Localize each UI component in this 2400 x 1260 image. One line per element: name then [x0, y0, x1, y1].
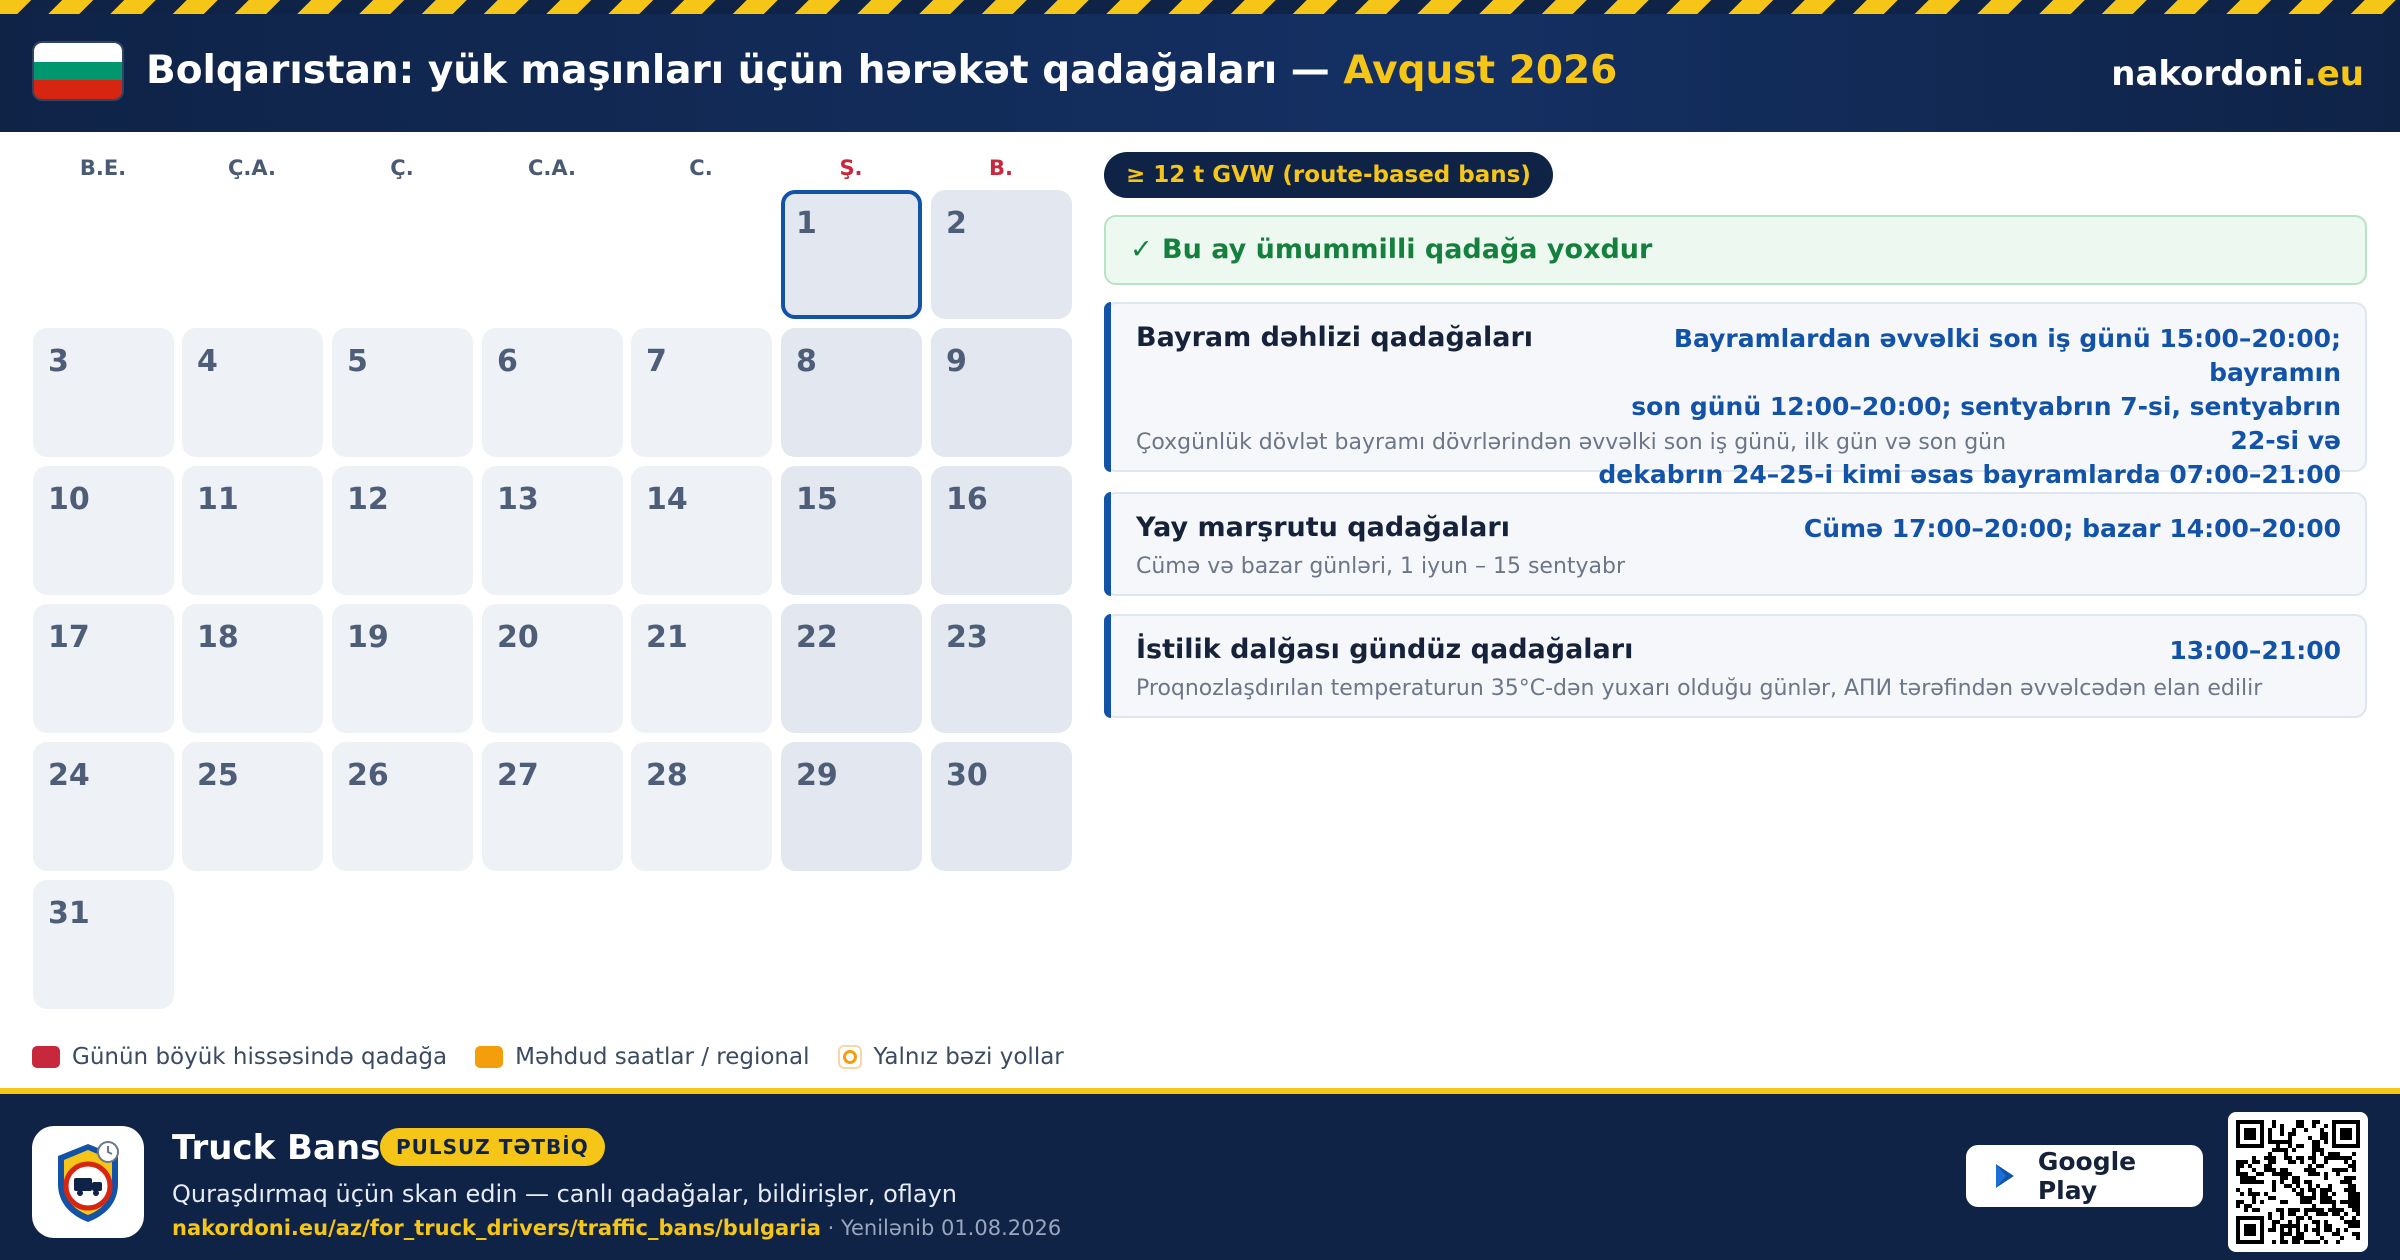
app-name: Truck Bans: [172, 1128, 381, 1168]
calendar-day-number: 31: [48, 896, 90, 931]
weekday-sat: Ş.: [839, 156, 863, 180]
calendar-day[interactable]: [781, 328, 922, 457]
app-link-line: [172, 1216, 1061, 1240]
calendar-day[interactable]: [931, 190, 1072, 319]
calendar-day-number: 13: [497, 482, 539, 517]
calendar-day-number: 5: [347, 344, 368, 379]
calendar-day[interactable]: [931, 466, 1072, 595]
brand-tld: .eu: [2303, 54, 2364, 94]
calendar-day[interactable]: [182, 466, 323, 595]
calendar-day-number: 2: [946, 206, 967, 241]
ban-card-hours: 13:00–21:00: [2169, 636, 2341, 665]
updated-date: · Yenilənib 01.08.2026: [820, 1216, 1062, 1240]
ban-card-heatwave: [1104, 614, 2367, 718]
calendar-day-number: 28: [646, 758, 688, 793]
legend-label: Yalnız bəzi yollar: [873, 1044, 1064, 1070]
calendar-day-number: 20: [497, 620, 539, 655]
calendar-day[interactable]: [33, 604, 174, 733]
truck-bans-app-icon[interactable]: [32, 1126, 144, 1238]
calendar-day-number: 29: [796, 758, 838, 793]
calendar-day[interactable]: [631, 742, 772, 871]
calendar-day[interactable]: [631, 604, 772, 733]
free-app-badge: PULSUZ TƏTBİQ: [380, 1128, 605, 1166]
calendar-day[interactable]: [332, 466, 473, 595]
calendar-day[interactable]: [781, 604, 922, 733]
calendar-day-number: 1: [796, 206, 817, 241]
calendar-day-number: 25: [197, 758, 239, 793]
calendar-day[interactable]: [332, 604, 473, 733]
calendar-day-number: 24: [48, 758, 90, 793]
ban-card-hours-line: son günü 12:00–20:00; sentyabrın 7-si, sentyabrın 22-si və: [1631, 392, 2341, 455]
ban-card-hours: [1581, 322, 2341, 492]
calendar-day-number: 14: [646, 482, 688, 517]
calendar-day-number: 8: [796, 344, 817, 379]
calendar-day[interactable]: [781, 466, 922, 595]
google-play-button[interactable]: [1966, 1145, 2203, 1207]
calendar-day-number: 11: [197, 482, 239, 517]
calendar-day-number: 10: [48, 482, 90, 517]
legend-item-limited: [475, 1044, 809, 1070]
calendar-day[interactable]: [781, 742, 922, 871]
app-url-link[interactable]: nakordoni.eu/az/for_truck_drivers/traffic_bans/bulgaria: [172, 1216, 821, 1240]
nationwide-status-banner: ✓ Bu ay ümummilli qadağa yoxdur: [1104, 215, 2367, 285]
bulgaria-flag-icon: [34, 43, 122, 99]
legend-swatch-orange: [475, 1046, 503, 1068]
ban-card-description: Proqnozlaşdırılan temperaturun 35°C-dən yuxarı olduğu günlər, АПИ tərəfindən əvvəlcədən elan edilir: [1136, 676, 2263, 701]
weekday-thu: C.A.: [527, 156, 576, 180]
calendar-day[interactable]: [482, 604, 623, 733]
calendar-day[interactable]: [482, 466, 623, 595]
calendar-day-number: 19: [347, 620, 389, 655]
title-month: Avqust 2026: [1343, 48, 1618, 93]
ban-card-holiday: [1104, 302, 2367, 489]
calendar-day-number: 17: [48, 620, 90, 655]
calendar-day-number: 22: [796, 620, 838, 655]
calendar-day[interactable]: [631, 328, 772, 457]
legend-label: Məhdud saatlar / regional: [515, 1044, 810, 1070]
weekday-mon: B.E.: [79, 156, 127, 180]
calendar-day-number: 27: [497, 758, 539, 793]
weekday-wed: Ç.: [390, 156, 414, 180]
calendar-day[interactable]: [182, 742, 323, 871]
ban-card-summer: [1104, 492, 2367, 596]
ban-card-title: Yay marşrutu qadağaları: [1136, 512, 1510, 543]
calendar-day[interactable]: [931, 604, 1072, 733]
legend-swatch-red: [32, 1046, 60, 1068]
weekday-fri: C.: [689, 156, 713, 180]
legend-item-full-day: [32, 1044, 447, 1070]
ban-card-title: Bayram dəhlizi qadağaları: [1136, 322, 1534, 353]
calendar-day[interactable]: [33, 328, 174, 457]
brand-name: nakordoni: [2111, 54, 2304, 94]
google-play-label: Google Play: [2037, 1147, 2137, 1205]
calendar-day-number: 4: [197, 344, 218, 379]
calendar-day-number: 23: [946, 620, 988, 655]
ban-card-hours-line: Bayramlardan əvvəlki son iş günü 15:00–20:00; bayramın: [1673, 324, 2341, 387]
calendar-day-number: 7: [646, 344, 667, 379]
calendar-day-number: 21: [646, 620, 688, 655]
calendar-day[interactable]: [33, 880, 174, 1009]
legend-swatch-ring: [838, 1045, 862, 1069]
vehicle-weight-badge: ≥ 12 t GVW (route-based bans): [1104, 152, 1553, 198]
calendar-day-number: 16: [946, 482, 988, 517]
ban-card-title: İstilik dalğası gündüz qadağaları: [1136, 634, 1634, 665]
weekday-tue: Ç.A.: [227, 156, 276, 180]
legend: [32, 1044, 1092, 1070]
calendar-day[interactable]: [33, 466, 174, 595]
weekday-sun: B.: [989, 156, 1013, 180]
page-title: [146, 48, 1617, 93]
legend-label: Günün böyük hissəsində qadağa: [72, 1044, 448, 1070]
calendar-day-today[interactable]: [781, 190, 922, 319]
calendar-day[interactable]: [33, 742, 174, 871]
title-prefix: Bolqarıstan: yük maşınları üçün hərəkət qadağaları —: [146, 48, 1344, 93]
ban-card-description: Çoxgünlük dövlət bayramı dövrlərindən əvvəlki son iş günü, ilk gün və son gün: [1136, 430, 2007, 455]
calendar-day-number: 6: [497, 344, 518, 379]
calendar-day-number: 30: [946, 758, 988, 793]
qr-code[interactable]: [2228, 1112, 2368, 1252]
calendar-day[interactable]: [931, 742, 1072, 871]
calendar-day[interactable]: [931, 328, 1072, 457]
calendar-day-number: 9: [946, 344, 967, 379]
calendar-day[interactable]: [182, 604, 323, 733]
calendar-day[interactable]: [631, 466, 772, 595]
hazard-stripe: [0, 0, 2400, 14]
calendar-day[interactable]: [182, 328, 323, 457]
legend-item-some-roads: [838, 1044, 1064, 1070]
calendar-day[interactable]: [332, 328, 473, 457]
calendar-day[interactable]: [332, 742, 473, 871]
footer-app-promo: [0, 1088, 2400, 1260]
calendar-day[interactable]: [482, 742, 623, 871]
app-subtitle: Quraşdırmaq üçün skan edin — canlı qadağalar, bildirişlər, oflayn: [172, 1180, 957, 1208]
header-bar: [0, 14, 2400, 132]
google-play-icon: [1994, 1163, 2016, 1189]
calendar-day-number: 12: [347, 482, 389, 517]
calendar-day-number: 26: [347, 758, 389, 793]
ban-card-description: Cümə və bazar günləri, 1 iyun – 15 sentyabr: [1136, 554, 1626, 579]
ban-card-hours-line: dekabrın 24–25-i kimi əsas bayramlarda 07:00–21:00: [1598, 460, 2341, 489]
calendar-day-number: 3: [48, 344, 69, 379]
brand-logo[interactable]: [2111, 54, 2364, 94]
calendar-day[interactable]: [482, 328, 623, 457]
calendar-day-number: 15: [796, 482, 838, 517]
calendar-day-number: 18: [197, 620, 239, 655]
ban-card-hours: Cümə 17:00–20:00; bazar 14:00–20:00: [1803, 514, 2341, 543]
